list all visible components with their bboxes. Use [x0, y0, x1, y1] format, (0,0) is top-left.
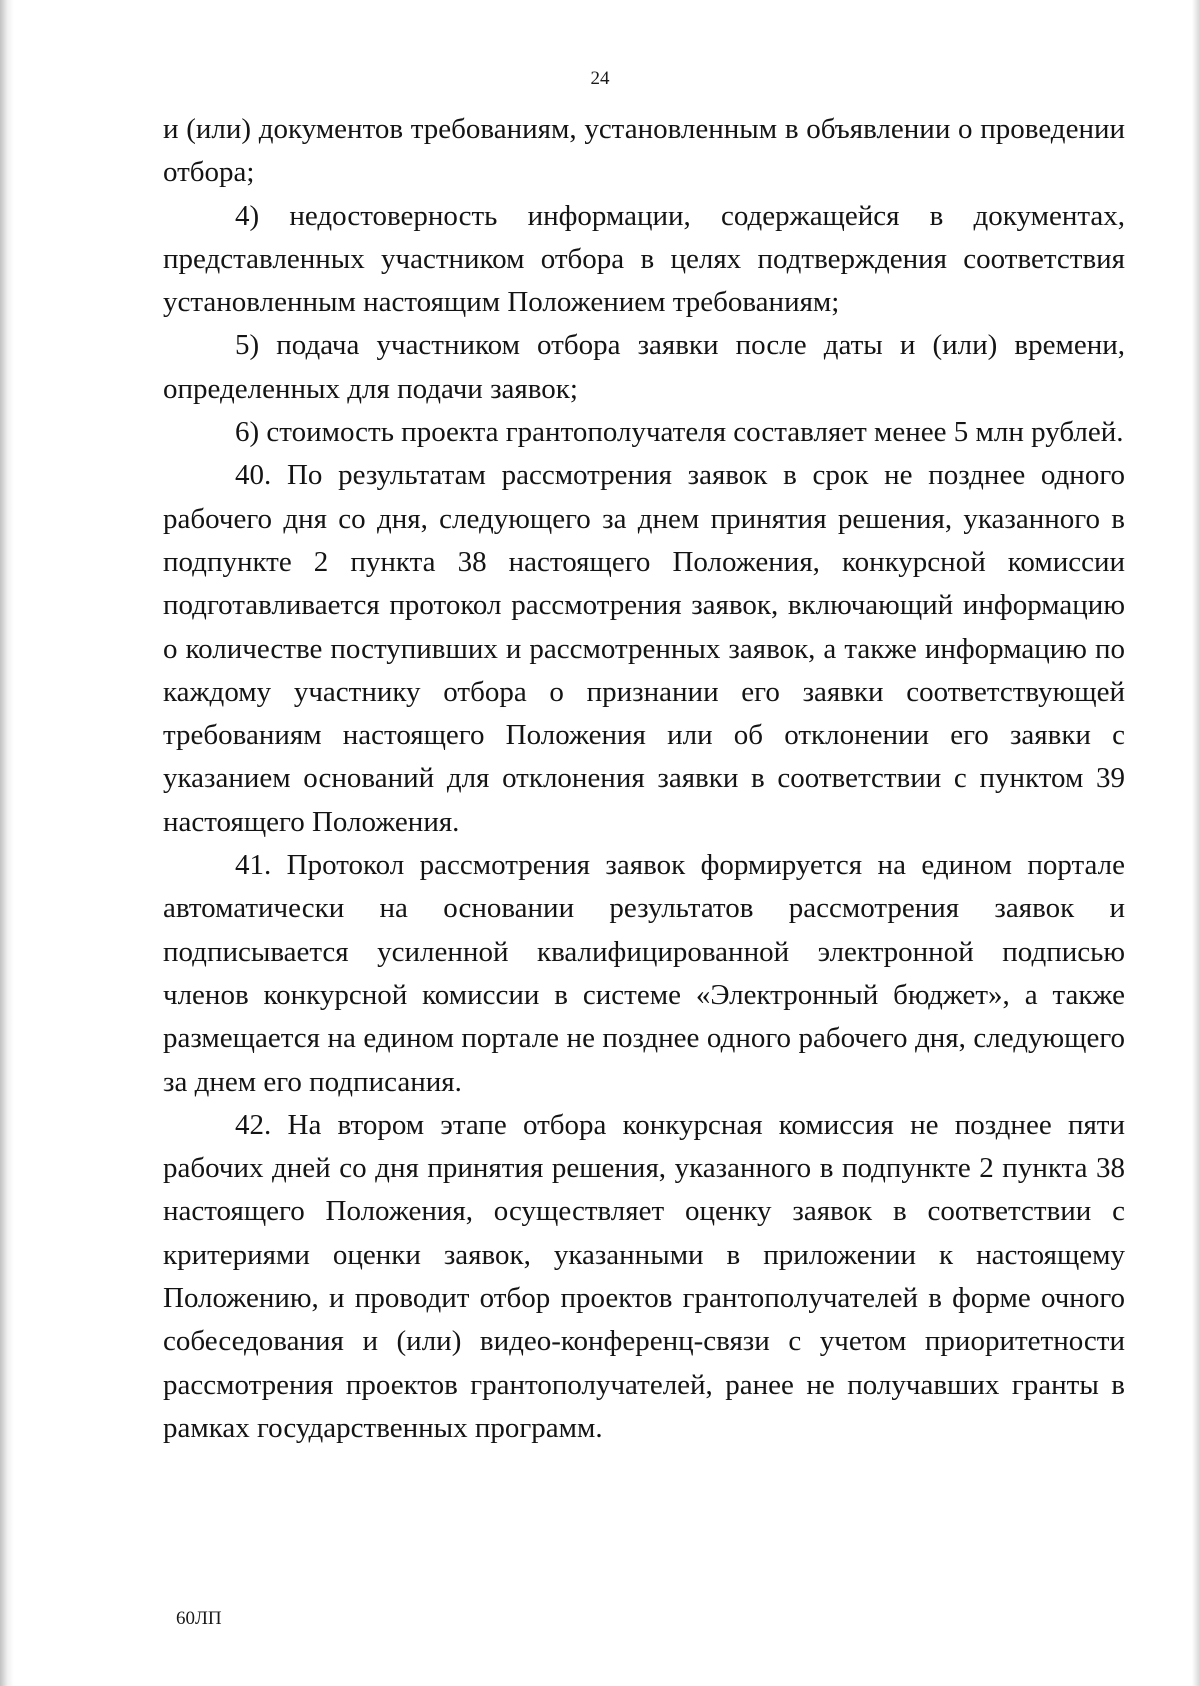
document-body: [163, 108, 1125, 1450]
paragraph-item-5: 5) подача участником отбора заявки после даты и (или) времени, определенных для подачи заявок;: [163, 329, 1125, 405]
paragraph-clause-40: 40. По результатам рассмотрения заявок в срок не позднее одного рабочего дня со дня, следующего за днем принятия решения, указанного в подпункте 2 пункта 38 настоящего Положения, конкурсной комиссии подготавливается протокол рассмотрения заявок, включающий информацию о количестве поступивших и рассмотренных заявок, а также информацию по каждому участнику отбора о признании его заявки соответствующей требованиям настоящего Положения или об отклонении его заявки с указанием оснований для отклонения заявки в соответствии с пунктом 39 настоящего Положения.: [163, 459, 1125, 838]
paragraph-item-6: 6) стоимость проекта грантополучателя составляет менее 5 млн рублей.: [235, 416, 1124, 449]
footer-code: 60ЛП: [176, 1608, 222, 1629]
paragraph-continuation: и (или) документов требованиям, установленным в объявлении о проведении отбора;: [163, 113, 1125, 189]
paragraph-clause-42: 42. На втором этапе отбора конкурсная комиссия не позднее пяти рабочих дней со дня принятия решения, указанного в подпункте 2 пункта 38 настоящего Положения, осуществляет оценку заявок в соответствии с критериями оценки заявок, указанными в приложении к настоящему Положению, и проводит отбор проектов грантополучателей в форме очного собеседования и (или) видео-конференц-связи с учетом приоритетности рассмотрения проектов грантополучателей, ранее не получавших гранты в рамках государственных программ.: [163, 1108, 1125, 1444]
scan-edge-left: [0, 0, 14, 1686]
scan-edge-right: [1192, 0, 1200, 1686]
paragraph-item-4: 4) недостоверность информации, содержащейся в документах, представленных участником отбора в целях подтверждения соответствия установленным настоящим Положением требованиям;: [163, 199, 1125, 319]
paragraph-clause-41: 41. Протокол рассмотрения заявок формируется на едином портале автоматически на основании результатов рассмотрения заявок и подписывается усиленной квалифицированной электронной подписью членов конкурсной комиссии в системе «Электронный бюджет», а также размещается на едином портале не позднее одного рабочего дня, следующего за днем его подписания.: [163, 849, 1125, 1098]
page-number: 24: [590, 68, 610, 89]
